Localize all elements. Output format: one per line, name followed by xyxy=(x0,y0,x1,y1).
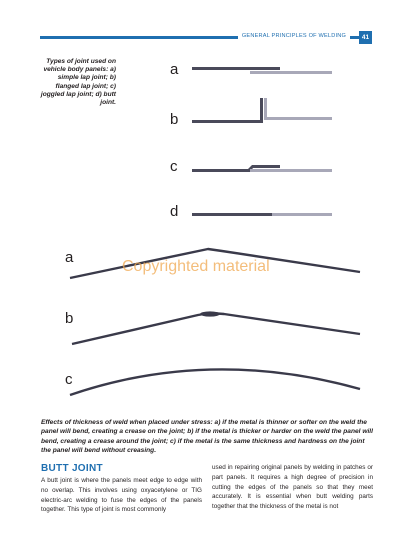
bent-panel xyxy=(72,313,360,344)
butt-joint-diagram xyxy=(180,195,350,235)
bent-panel xyxy=(70,369,360,395)
weld-bead xyxy=(200,311,220,316)
joint-label-a: a xyxy=(170,61,179,78)
page-number: 41 xyxy=(359,31,372,44)
joint-label-b: b xyxy=(170,111,179,128)
bend-label-c: c xyxy=(65,371,73,388)
joggled-lap-joint-diagram xyxy=(180,150,350,190)
left-panel xyxy=(192,213,272,216)
right-panel xyxy=(250,169,332,172)
flange-panel xyxy=(264,98,267,120)
running-header: GENERAL PRINCIPLES OF WELDING xyxy=(238,33,350,39)
body-text-left-column: A butt joint is where the panels meet edge to edge with no overlap. This involves using oxyacetylene or TIG electric-arc welding to fuse the edges of the panels together. This type of joint is most commonly xyxy=(41,477,202,514)
bend-label-a: a xyxy=(65,249,74,266)
upper-panel xyxy=(192,67,280,70)
flanged-lap-joint-diagram xyxy=(180,90,350,130)
simple-lap-joint-diagram xyxy=(180,50,350,90)
figure-caption-joint-types: Types of joint used on vehicle body panels: a) simple lap joint; b) flanged lap joint; c) joggled lap joint; d) butt joint. xyxy=(40,58,116,107)
joint-label-c: c xyxy=(170,158,178,175)
lower-panel xyxy=(250,71,332,74)
joint-label-d: d xyxy=(170,203,179,220)
right-panel xyxy=(272,213,332,216)
even-bend-diagram xyxy=(60,355,366,405)
figure-caption-weld-stress: Effects of thickness of weld when placed under stress: a) if the metal is thinner or softer on the weld the panel will bend, creating a crease on the joint; b) if the metal is thicker or harder on the weld the panel will bend, creating a crease around the joint; c) if the metal is the same thickness and hardness on the joint the panel will bend without creasing. xyxy=(41,419,373,454)
flanged-panel xyxy=(192,98,263,123)
lower-panel xyxy=(264,117,332,120)
left-panel xyxy=(192,169,250,172)
bend-label-b: b xyxy=(65,310,74,327)
copyright-watermark: Copyrighted material xyxy=(122,258,270,275)
crease-around-joint-diagram xyxy=(60,300,366,350)
section-heading: BUTT JOINT xyxy=(41,463,103,474)
body-text-right-column: used in repairing original panels by welding in patches or part panels. It requires a high degree of precision in cutting the edges of the panels so that they meet accurately. It is essential when butt welding parts together that the thickness of the metal is not xyxy=(212,464,373,511)
